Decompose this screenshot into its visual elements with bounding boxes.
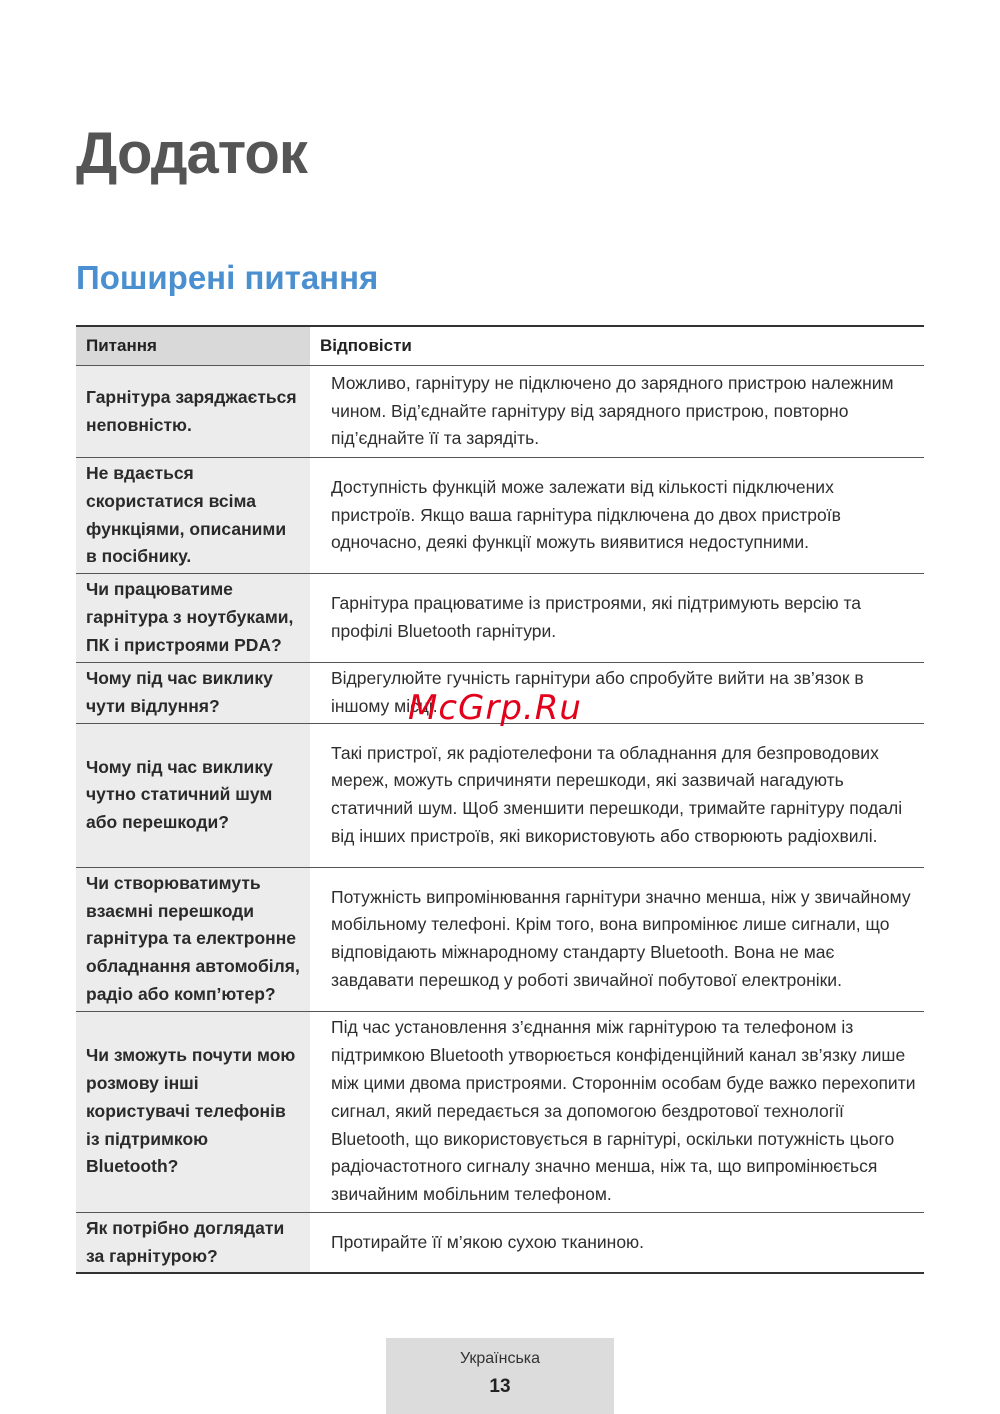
table-header-row: [76, 326, 924, 366]
section-title: Поширені питання: [76, 259, 379, 296]
table-row: [76, 723, 924, 867]
watermark: McGrp.Ru: [408, 688, 582, 728]
question-cell: Не вдається скористатися всіма функціями, описаними в посібнику.: [76, 458, 310, 574]
answer-cell: Потужність випромінювання гарнітури значно менша, ніж у звичайному мобільному телефоні. Крім того, вона випромінює лише сигнали, що відповідають міжнародному стандарту Bluetooth. Вона не має завдавати перешкод у роботі звичайної побутової електроніки.: [310, 867, 924, 1011]
faq-table: [76, 325, 924, 1274]
table-row: [76, 1011, 924, 1212]
table-row: [76, 458, 924, 574]
question-cell: Чи зможуть почути мою розмову інші користувачі телефонів із підтримкою Bluetooth?: [76, 1011, 310, 1212]
page-title: Додаток: [76, 121, 307, 186]
question-cell: Чому під час виклику чутно статичний шум або перешкоди?: [76, 723, 310, 867]
question-cell: Чи працюватиме гарнітура з ноутбуками, ПК і пристроями PDA?: [76, 574, 310, 663]
table-row: [76, 574, 924, 663]
answer-cell: Гарнітура працюватиме із пристроями, які підтримують версію та профілі Bluetooth гарнітури.: [310, 574, 924, 663]
column-header-question: Питання: [76, 326, 310, 366]
question-cell: Гарнітура заряджається неповністю.: [76, 366, 310, 458]
question-cell: Як потрібно доглядати за гарнітурою?: [76, 1212, 310, 1273]
page-footer: [386, 1338, 614, 1414]
column-header-answer: Відповісти: [310, 326, 924, 366]
answer-cell: Під час установлення з’єднання між гарнітурою та телефоном із підтримкою Bluetooth утворюється конфіденційний канал зв’язку лише між цими двома пристроями. Стороннім особам буде важко перехопити сигнал, який передається за допомогою бездротової технології Bluetooth, що використовується в гарнітурі, оскільки потужність цього радіочастотного сигналу значно менша, ніж та, що випромінюється звичайним мобільним телефоном.: [310, 1011, 924, 1212]
table-row: [76, 867, 924, 1011]
question-cell: Чи створюватимуть взаємні перешкоди гарнітура та електронне обладнання автомобіля, радіо або комп’ютер?: [76, 867, 310, 1011]
answer-cell: Протирайте її м’якою сухою тканиною.: [310, 1212, 924, 1273]
table-row: [76, 1212, 924, 1273]
footer-language: Українська: [459, 1350, 541, 1367]
question-cell: Чому під час виклику чути відлуння?: [76, 663, 310, 724]
page-number: 13: [489, 1376, 511, 1397]
answer-cell: Доступність функцій може залежати від кількості підключених пристроїв. Якщо ваша гарнітура підключена до двох пристроїв одночасно, деякі функції можуть виявитися недоступними.: [310, 458, 924, 574]
table-row: [76, 366, 924, 458]
answer-cell: Відрегулюйте гучність гарнітури або спробуйте вийти на зв’язок в іншому місці.: [310, 663, 924, 724]
answer-cell: Можливо, гарнітуру не підключено до зарядного пристрою належним чином. Від’єднайте гарнітуру від зарядного пристрою, повторно під’єднайте її та зарядіть.: [310, 366, 924, 458]
answer-cell: Такі пристрої, як радіотелефони та обладнання для безпроводових мереж, можуть спричиняти перешкоди, які зазвичай нагадують статичний шум. Щоб зменшити перешкоди, тримайте гарнітуру подалі від інших пристроїв, які використовують або створюють радіохвилі.: [310, 723, 924, 867]
